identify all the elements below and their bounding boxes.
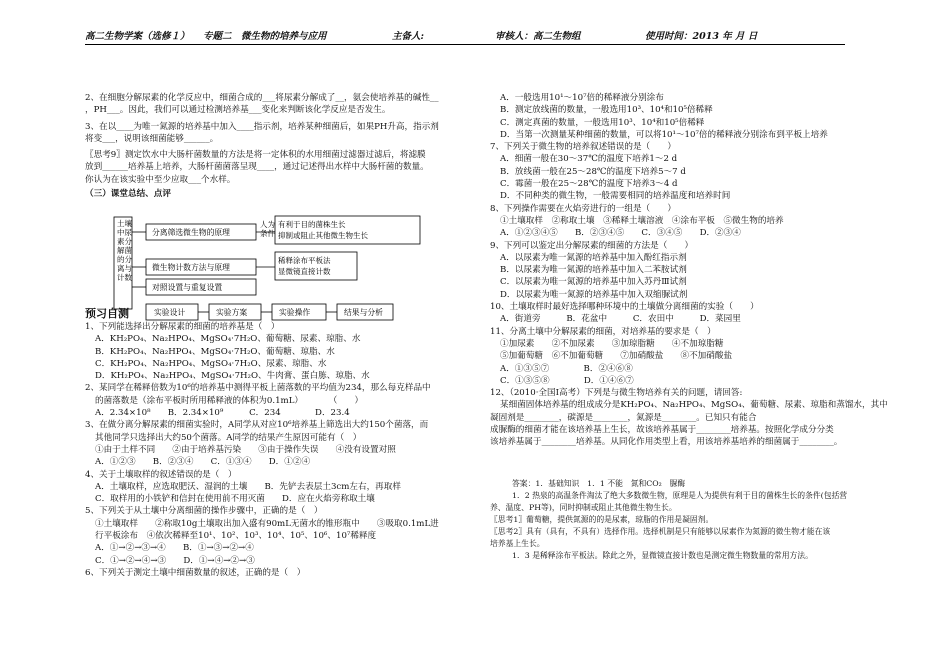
question-line: 4、关于土壤取样的叙述错误的是（ ）: [85, 469, 237, 480]
answer-line: 培养基上生长。: [490, 539, 545, 548]
answer-line: 〖思考2〗具有（具有，不具有）选择作用。选择机制是只有能够以尿素作为氮源的微生物才能在该: [490, 527, 831, 536]
question-line: A．KH₂PO₄、Na₂HPO₄、MgSO₄·7H₂O、葡萄糖、尿素、琼脂、水: [95, 334, 361, 345]
intro-line: 将变___，说明该细菌能够______。: [85, 133, 219, 144]
question-line: B．测定放线菌的数量，一般选用10³、10⁴和10⁵倍稀释: [500, 105, 713, 116]
answer-line: 〖思考1〗葡萄糖，提供氮源的的是尿素，琼脂的作用是凝固剂。: [490, 515, 714, 524]
question-line: 2、某同学在稀释倍数为10⁶的培养基中测得平板上菌落数的平均值为234，那么每克样品中: [85, 383, 431, 394]
diagram-b2-target: 稀释涂布平板法显微镜直接计数: [278, 256, 331, 276]
question-line: A．土壤取样，应选取肥沃、湿润的土壤 B．先铲去表层土3cm左右，再取样: [95, 481, 401, 492]
question-line: A．以尿素为唯一氮源的培养基中加入酚红指示剂: [500, 252, 687, 263]
question-line: 1、下列能选择出分解尿素的细菌的培养基是（ ）: [85, 322, 280, 332]
diagram-b4-3: 结果与分析: [344, 308, 383, 317]
header-title: 高二生物学案（选修１）: [85, 31, 190, 42]
question-line: 的菌落数是（涂布平板时所用稀释液的体积为0.1mL） （ ）: [95, 395, 364, 406]
left-questions: [85, 307, 505, 579]
question-line: B．放线菌一般在25～28℃的温度下培养5～7 d: [500, 166, 686, 177]
diagram-b3-text: 对照设置与重复设置: [152, 283, 223, 292]
question-line: D．当第一次测量某种细菌的数量，可以将10¹～10⁷倍的稀释液分别涂布到平板上培养: [500, 129, 828, 140]
right-questions: [490, 92, 910, 449]
question-line: 10、土壤取样时最好选择哪种环境中的土壤做分离细菌的实验（ ）: [490, 302, 759, 313]
question-line: D．以尿素为唯一氮源的培养基中加入双缩脲试剂: [500, 289, 688, 300]
question-line: C．①→②→④→③ D．①→④→②→③: [95, 555, 255, 566]
question-line: ①由于土样不同 ②由于培养基污染 ③由于操作失误 ④没有设置对照: [95, 444, 396, 455]
diagram-b1-label: 人为条件: [260, 220, 275, 238]
answers-block: [490, 478, 920, 562]
header-reviewer: 审核人：高二生物组: [495, 31, 581, 42]
question-line: 8、下列操作需要在火焰旁进行的一组是（ ）: [490, 203, 676, 214]
question-line: B．KH₂PO₄、Na₂HPO₄、MgSO₄·7H₂O、葡萄糖、琼脂、水: [95, 346, 335, 357]
question-line: 成脲酶的细菌才能在该培养基上生长，故该培养基属于________培养基。按照化学成分分类: [490, 425, 834, 436]
section-heading: 预习自测: [85, 307, 129, 320]
question-line: A．街道旁 B．花盆中 C．农田中 D．菜园里: [500, 314, 741, 325]
intro-line: 你认为在该实验中至少应取___个水样。: [85, 174, 236, 185]
question-line: ①土壤取样 ②称取土壤 ③稀释土壤溶液 ④涂布平板 ⑤微生物的培养: [500, 215, 784, 226]
answer-line: 养、温度、PH等)，同时抑制或阻止其他微生物生长。: [490, 503, 677, 512]
question-line: C．①③⑤⑧ D．①④⑥⑦: [500, 375, 634, 386]
question-line: ⑤加葡萄糖 ⑥不加葡萄糖 ⑦加硝酸盐 ⑧不加硝酸盐: [500, 351, 733, 362]
diagram-b1-text: 分离筛选微生物的原理: [152, 228, 230, 237]
question-line: A．①②③ B．②③④ C．①③④ D．①②④: [95, 457, 311, 468]
question-line: A．①②③④⑤ B．②③④⑤ C．③④⑤ D．②③④: [500, 228, 741, 239]
answer-line: 1．2 热泉的高温条件淘汰了绝大多数微生物，原理是人为提供有利于目的菌株生长的条件(包括营: [512, 491, 848, 500]
intro-line: ，PH___。因此，我们可以通过检测培养基___变化来判断该化学反应是否发生。: [85, 105, 391, 116]
question-line: C．KH₂PO₄、Na₂HPO₄、MgSO₄·7H₂O、尿素、琼脂、水: [95, 358, 327, 369]
question-line: 7、下列关于微生物的培养叙述错误的是（ ）: [490, 142, 676, 153]
header-date: 使用时间：2013 年 月 日: [645, 31, 758, 42]
diagram-root-text: 土壤中尿素分解菌的分离与计数: [117, 219, 132, 282]
question-line: C．取样用的小铁铲和信封在使用前不用灭菌 D．应在火焰旁称取土壤: [95, 494, 375, 505]
question-line: 凝固剂是________，碳源是________，氮源是________。已知只有能合: [490, 412, 757, 423]
intro-line: 2、在细胞分解尿素的化学反应中，细菌合成的___将尿素分解成了__，氨会使培养基的碱性__: [85, 93, 439, 103]
question-line: ①土壤取样 ②称取10g土壤取出加入盛有90mL无菌水的锥形瓶中 ③吸取0.1mL进: [95, 518, 439, 529]
question-line: A．一般选用10¹～10⁷倍的稀释液分别涂布: [500, 93, 664, 103]
diagram-b2-text: 微生物计数方法与原理: [152, 263, 230, 272]
header-author: 主备人:: [392, 31, 425, 42]
question-line: 5、下列关于从土壤中分离细菌的操作步骤中，正确的是（ ）: [85, 506, 323, 517]
intro-line: 〖思考9〗测定饮水中大肠杆菌数量的方法是将一定体积的水用细菌过滤器过滤后，将滤膜: [85, 150, 426, 161]
question-line: B．以尿素为唯一氮源的培养基中加入二苯胺试剂: [500, 265, 687, 276]
diagram-b4-2: 实验操作: [279, 308, 311, 317]
header-topic: 专题二 微生物的培养与应用: [203, 31, 327, 42]
question-line: A．①③⑤⑦ B．②④⑥⑧: [500, 363, 633, 374]
question-line: 6、下列关于测定土壤中细菌数量的叙述，正确的是（ ）: [85, 567, 306, 578]
question-line: 9、下列可以鉴定出分解尿素的细菌的方法是（ ）: [490, 240, 694, 251]
summary-heading: （三）课堂总结、点评: [85, 189, 171, 200]
question-line: 3、在做分离分解尿素的细菌实验时，A同学从对应10⁶培养基上筛选出大约150个菌落，而: [85, 420, 429, 431]
diagram-b4-0: 实验设计: [154, 308, 186, 317]
question-line: A．2.34×10⁸ B．2.34×10⁹ C．234 D．23.4: [95, 408, 350, 419]
page-header: [85, 28, 845, 45]
question-line: 行平板涂布 ④依次稀释至10¹、10²、10³、10⁴、10⁵、10⁶、10⁷稀释度: [95, 531, 377, 542]
diagram-b4-1: 实验方案: [216, 308, 248, 317]
question-line: D．KH₂PO₄、Na₂HPO₄、MgSO₄·7H₂O、牛肉膏、蛋白胨、琼脂、水: [95, 371, 370, 382]
question-line: 该培养基属于________培养基。从同化作用类型上看，用该培养基培养的细菌属于________。: [490, 437, 843, 448]
answer-line: 1．3 是稀释涂布平板法。除此之外，显微镜直接计数也是测定微生物数量的常用方法。: [512, 551, 813, 560]
question-line: C．测定真菌的数量，一般选用10³、10⁴和10⁵倍稀释: [500, 117, 705, 128]
answer-line: 答案：1．基础知识 1．1 不能 氮和CO₂ 脲酶: [512, 479, 686, 488]
question-line: C．以尿素为唯一氮源的培养基中加入苏丹Ⅲ试剂: [500, 277, 687, 288]
question-line: A．细菌一般在30～37℃的温度下培养1～2 d: [500, 154, 678, 165]
left-intro: [85, 92, 475, 200]
question-line: D．不同种类的微生物，一般需要相同的培养温度和培养时间: [500, 191, 731, 202]
question-line: 其他同学只选择出大约50个菌落。A同学的结果产生原因可能有（ ）: [95, 432, 362, 443]
question-line: A．①→②→③→④ B．①→③→②→④: [95, 543, 254, 554]
question-line: ①加尿素 ②不加尿素 ③加琼脂糖 ④不加琼脂糖: [500, 338, 724, 349]
diagram-b1-target: 有利于目的菌株生长抑制或阻止其他微生物生长: [278, 220, 368, 240]
question-line: C．霉菌一般在25～28℃的温度下培养3～4 d: [500, 179, 678, 190]
intro-line: 3、在以____为唯一氮源的培养基中加入____指示剂，培养某种细菌后，如果PH升高，指示剂: [85, 121, 439, 132]
question-line: 12、（2010·全国Ⅰ高考）下列是与微生物培养有关的问题，请回答:: [490, 388, 743, 399]
question-line: 11、分离土壤中分解尿素的细菌，对培养基的要求是（ ）: [490, 326, 716, 337]
intro-line: 放到______培养基上培养，大肠杆菌菌落呈现____，通过记述得出水样中大肠杆菌的数量。: [85, 162, 429, 173]
question-line: 某细菌固体培养基的组成成分是KH₂PO₄、Na₂HPO₄、MgSO₄、葡萄糖、尿素、琼脂和蒸馏水，其中: [500, 400, 888, 411]
